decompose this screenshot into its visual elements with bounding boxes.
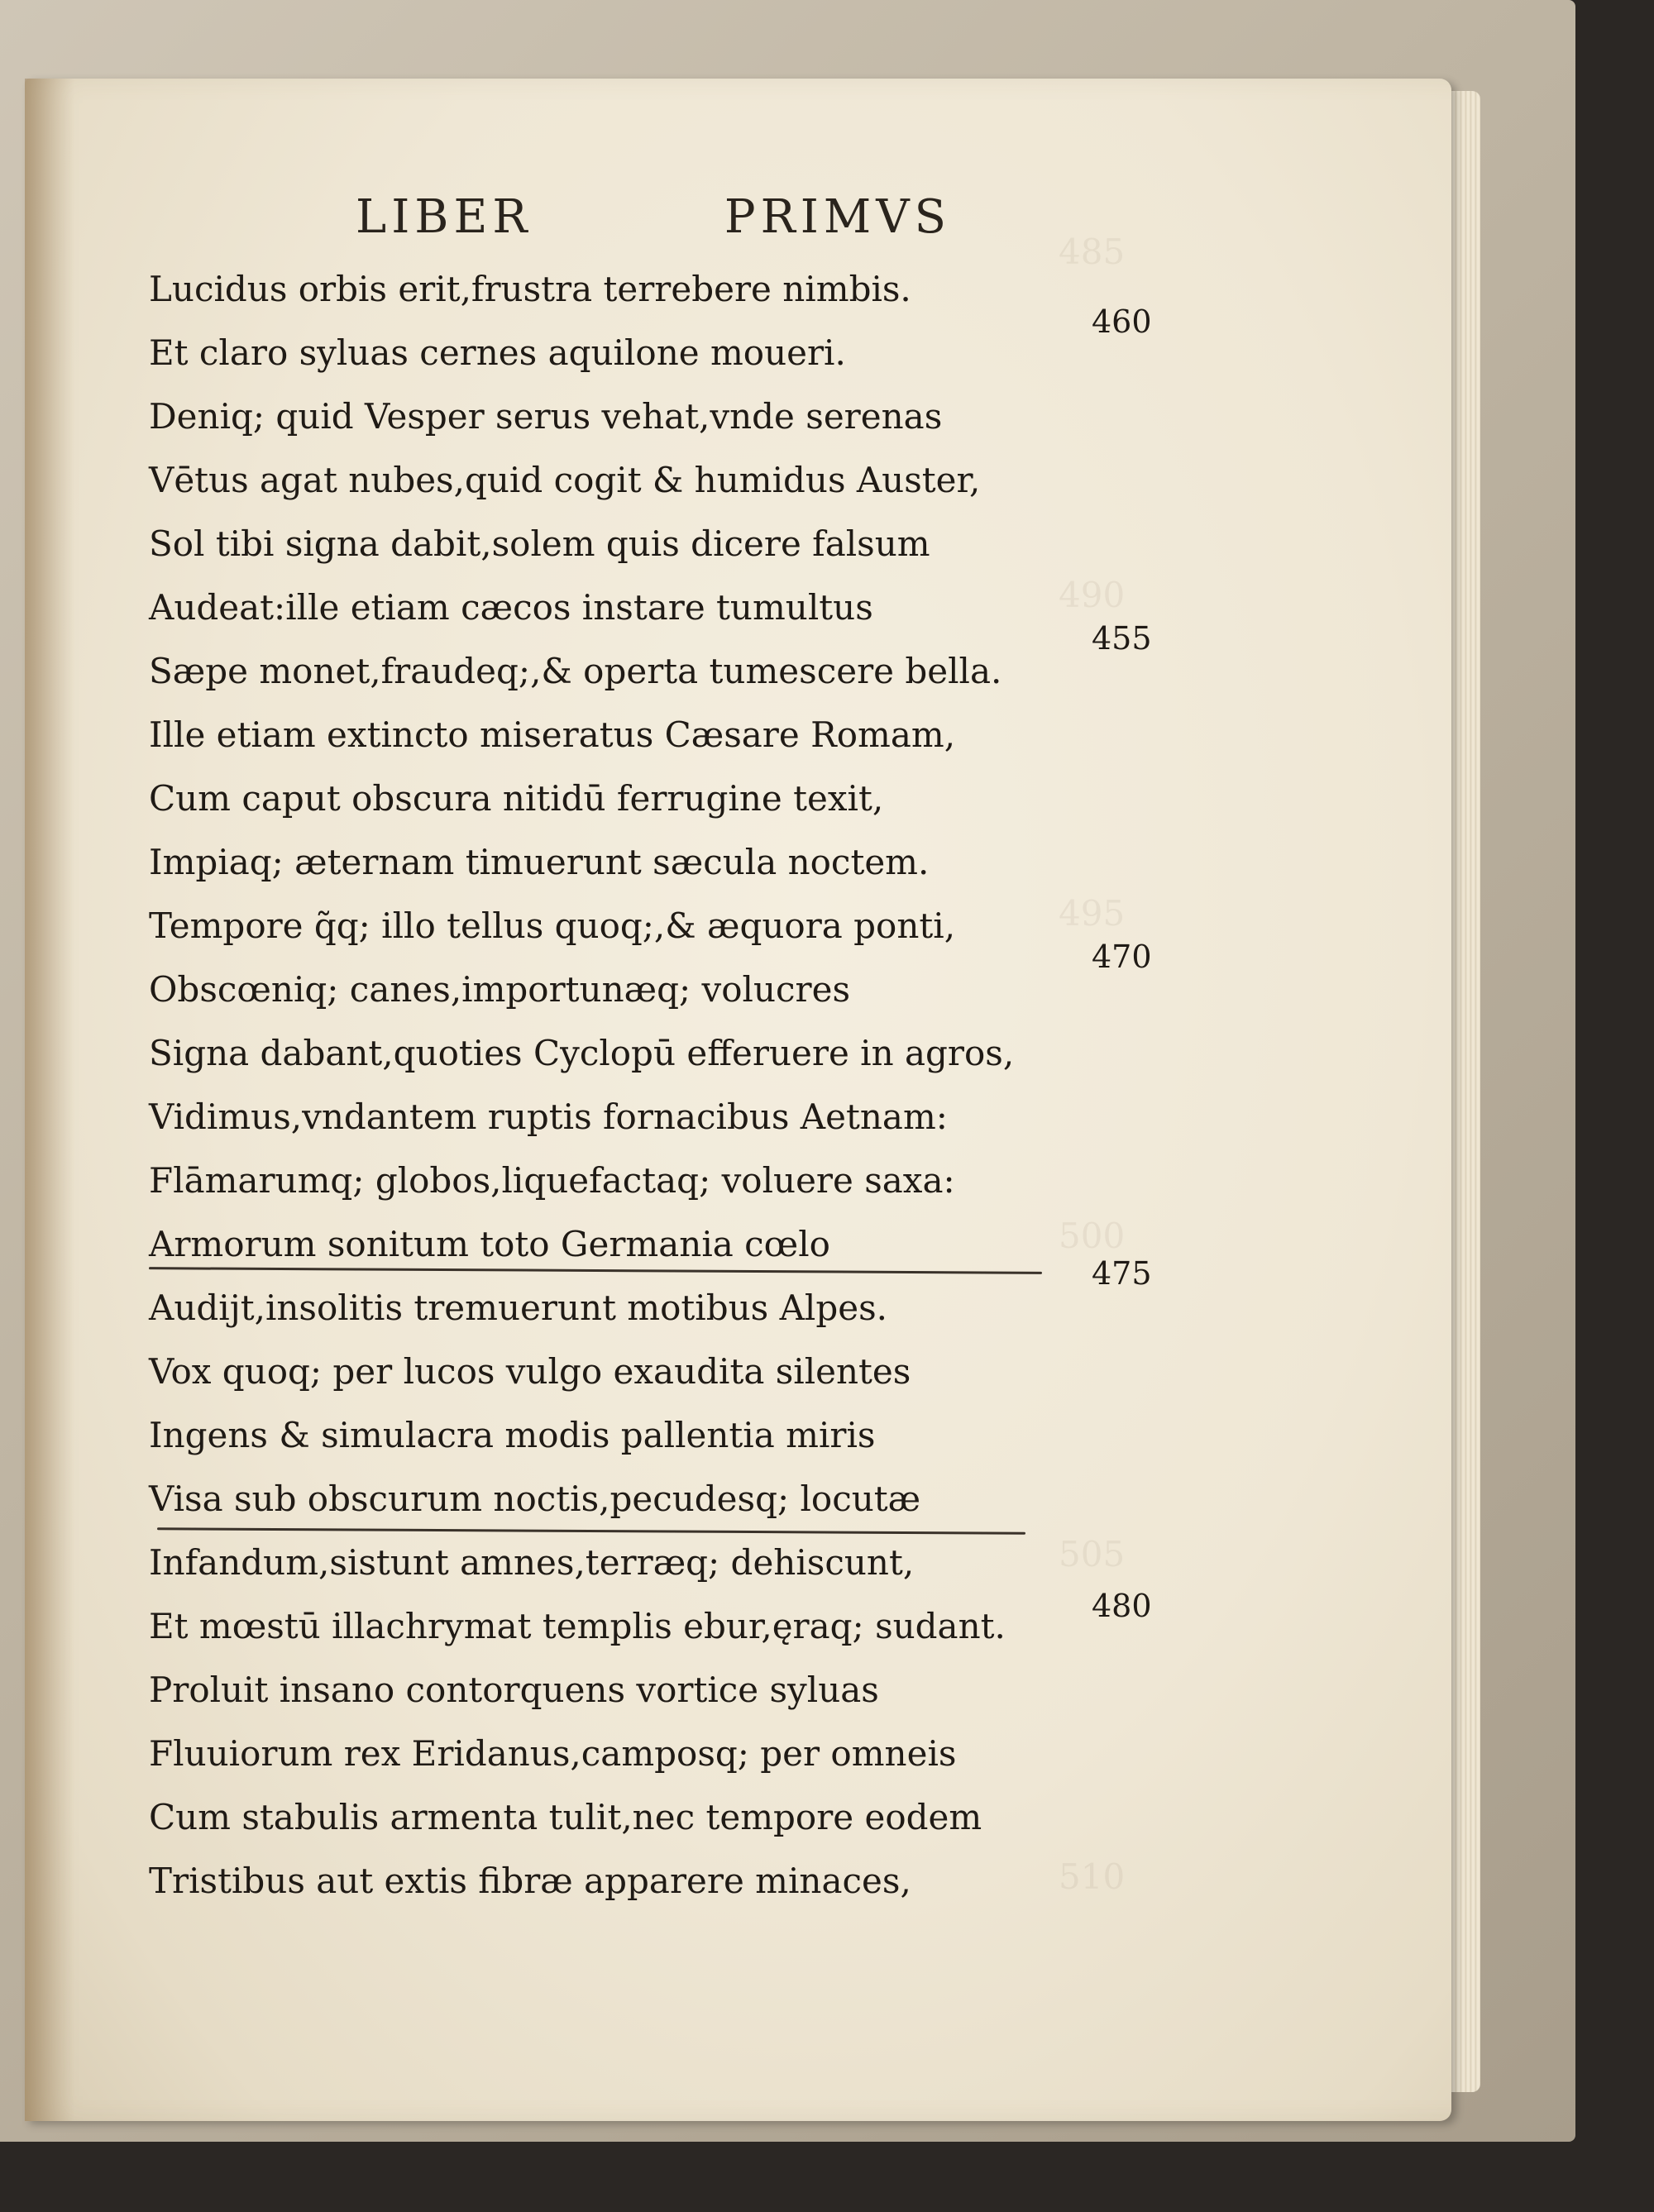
verse-line: Deniq; quid Vesper serus vehat,vnde serenas bbox=[149, 396, 943, 437]
verse-line: Cum stabulis armenta tulit,nec tempore eodem bbox=[149, 1797, 982, 1837]
bleed-number: 495 bbox=[1059, 893, 1126, 934]
verse-line: Vētus agat nubes,quid cogit & humidus Auster, bbox=[149, 460, 981, 500]
verse-line: Flāmarumq; globos,liquefactaq; voluere saxa: bbox=[149, 1160, 955, 1201]
verse-line: Vox quoq; per lucos vulgo exaudita silentes bbox=[149, 1351, 911, 1392]
verse-line: Infandum,sistunt amnes,terræq; dehiscunt, bbox=[149, 1542, 915, 1583]
bleed-number: 505 bbox=[1059, 1534, 1126, 1574]
verse-line: Armorum sonitum toto Germania cœlo bbox=[149, 1224, 830, 1264]
verse-line: Vidimus,vndantem ruptis fornacibus Aetnam: bbox=[149, 1096, 948, 1137]
verse-line: Lucidus orbis erit,frustra terrebere nimbis. bbox=[149, 269, 911, 309]
verse-line: Sol tibi signa dabit,solem quis dicere falsum bbox=[149, 523, 930, 564]
line-number: 470 bbox=[1092, 939, 1152, 975]
verse-line: Proluit insano contorquens vortice syluas bbox=[149, 1670, 879, 1710]
verse-line: Signa dabant,quoties Cyclopū efferuere in agros, bbox=[149, 1033, 1015, 1073]
verse-line: Visa sub obscurum noctis,pecudesq; locutæ bbox=[149, 1479, 921, 1519]
verse-line: Audijt,insolitis tremuerunt motibus Alpes. bbox=[149, 1288, 887, 1328]
bleed-number: 490 bbox=[1059, 575, 1126, 615]
verse-line: Cum caput obscura nitidū ferrugine texit, bbox=[149, 778, 884, 819]
bleed-number: 485 bbox=[1059, 232, 1126, 272]
verse-line: Ingens & simulacra modis pallentia miris bbox=[149, 1415, 876, 1455]
book-page bbox=[25, 79, 1451, 2121]
header-left: LIBER bbox=[356, 190, 533, 244]
verse-line: Tristibus aut extis fibræ apparere minaces, bbox=[149, 1861, 911, 1901]
line-number: 480 bbox=[1092, 1588, 1152, 1624]
verse-line: Et mœstū illachrymat templis ebur,ęraq; sudant. bbox=[149, 1606, 1006, 1646]
bleed-number: 500 bbox=[1059, 1216, 1126, 1256]
verse-line: Impiaq; æternam timuerunt sæcula noctem. bbox=[149, 842, 930, 882]
header-right: PRIMVS bbox=[724, 190, 951, 244]
bleed-number: 510 bbox=[1059, 1856, 1126, 1897]
line-number: 475 bbox=[1092, 1255, 1152, 1292]
line-number: 460 bbox=[1092, 303, 1152, 340]
verse-line: Ille etiam extincto miseratus Cæsare Romam, bbox=[149, 714, 956, 755]
verse-line: Et claro syluas cernes aquilone moueri. bbox=[149, 332, 846, 373]
running-header bbox=[356, 190, 951, 244]
verse-line: Audeat:ille etiam cæcos instare tumultus bbox=[149, 587, 873, 628]
verse-line: Sæpe monet,fraudeq;,& operta tumescere bella. bbox=[149, 651, 1002, 691]
verse-line: Tempore q̃q; illo tellus quoq;,& æquora ponti, bbox=[149, 905, 956, 946]
line-number: 455 bbox=[1092, 620, 1152, 657]
verse-line: Obscœniq; canes,importunæq; volucres bbox=[149, 969, 851, 1010]
page-gutter-shadow bbox=[25, 79, 74, 2121]
verse-line: Fluuiorum rex Eridanus,camposq; per omneis bbox=[149, 1733, 957, 1774]
handwritten-underline bbox=[157, 1527, 1025, 1534]
